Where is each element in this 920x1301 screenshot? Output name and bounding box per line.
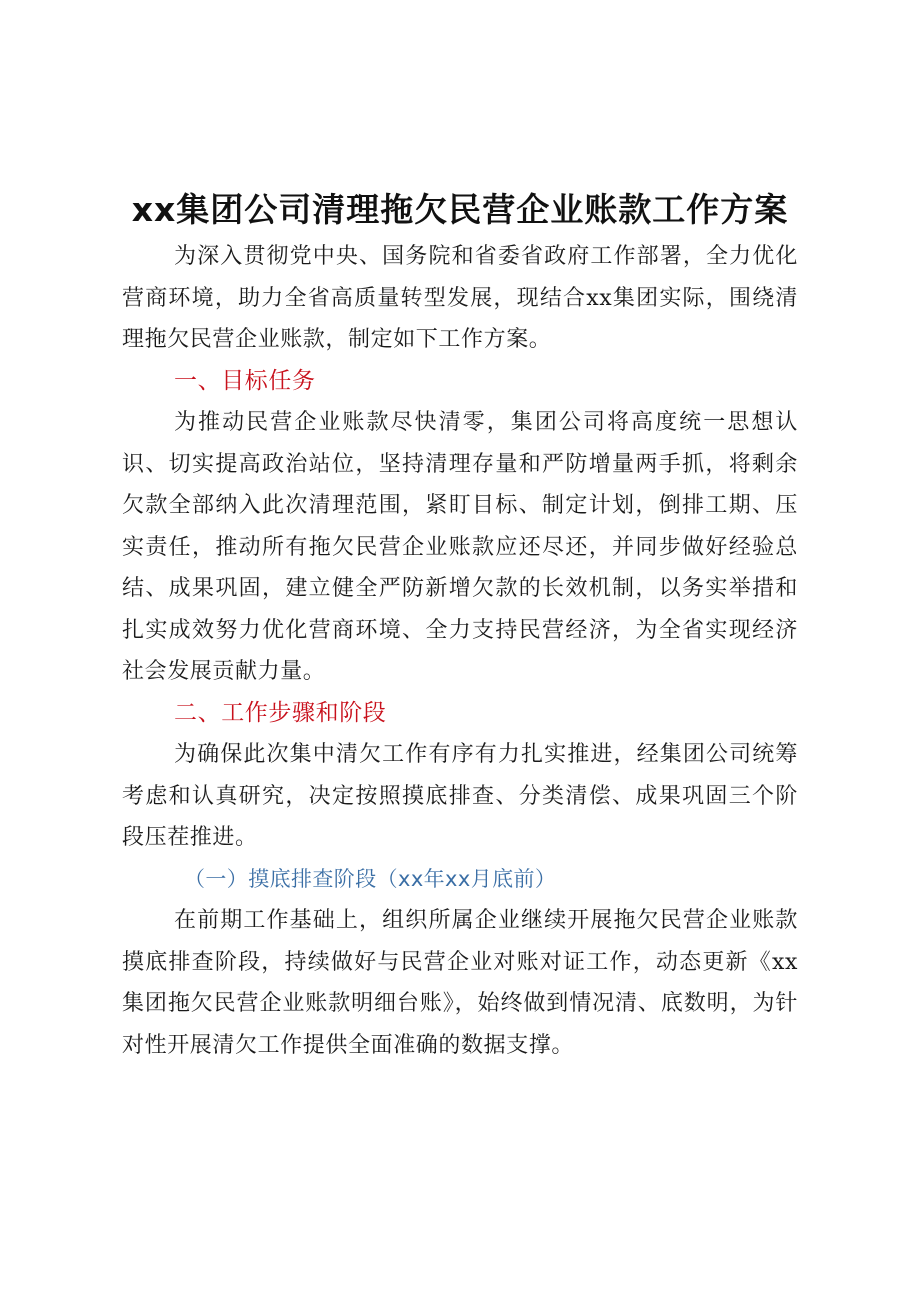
section-goals <box>122 361 798 693</box>
section-steps <box>122 693 798 1067</box>
section-heading-steps: 二、工作步骤和阶段 <box>174 699 387 726</box>
section-heading-goals: 一、目标任务 <box>174 367 316 394</box>
subsection-heading-survey: （一）摸底排查阶段（xx年xx月底前） <box>184 866 557 891</box>
section-paragraph-goals: 为推动民营企业账款尽快清零，集团公司将高度统一思想认识、切实提高政治站位，坚持清理存量和严防增量两手抓，将剩余欠款全部纳入此次清理范围，紧盯目标、制定计划，倒排工期、压实责任，推动所有拖欠民营企业账款应还尽还，并同步做好经验总结、成果巩固，建立健全严防新增欠款的长效机制，以务实举措和扎实成效努力优化营商环境、全力支持民营经济，为全省实现经济社会发展贡献力量。 <box>122 410 798 684</box>
document-body <box>122 236 798 1066</box>
intro-paragraph: 为深入贯彻党中央、国务院和省委省政府工作部署，全力优化营商环境，助力全省高质量转型发展，现结合xx集团实际，围绕清理拖欠民营企业账款，制定如下工作方案。 <box>122 244 798 352</box>
subsection-paragraph-survey: 在前期工作基础上，组织所属企业继续开展拖欠民营企业账款摸底排查阶段，持续做好与民营企业对账对证工作，动态更新《xx集团拖欠民营企业账款明细台账》，始终做到情况清、底数明，为针对性开展清欠工作提供全面准确的数据支撑。 <box>122 908 798 1058</box>
document-title: xx集团公司清理拖欠民营企业账款工作方案 <box>131 190 789 229</box>
section-paragraph-steps: 为确保此次集中清欠工作有序有力扎实推进，经集团公司统筹考虑和认真研究，决定按照摸底排查、分类清偿、成果巩固三个阶段压茬推进。 <box>122 742 798 850</box>
